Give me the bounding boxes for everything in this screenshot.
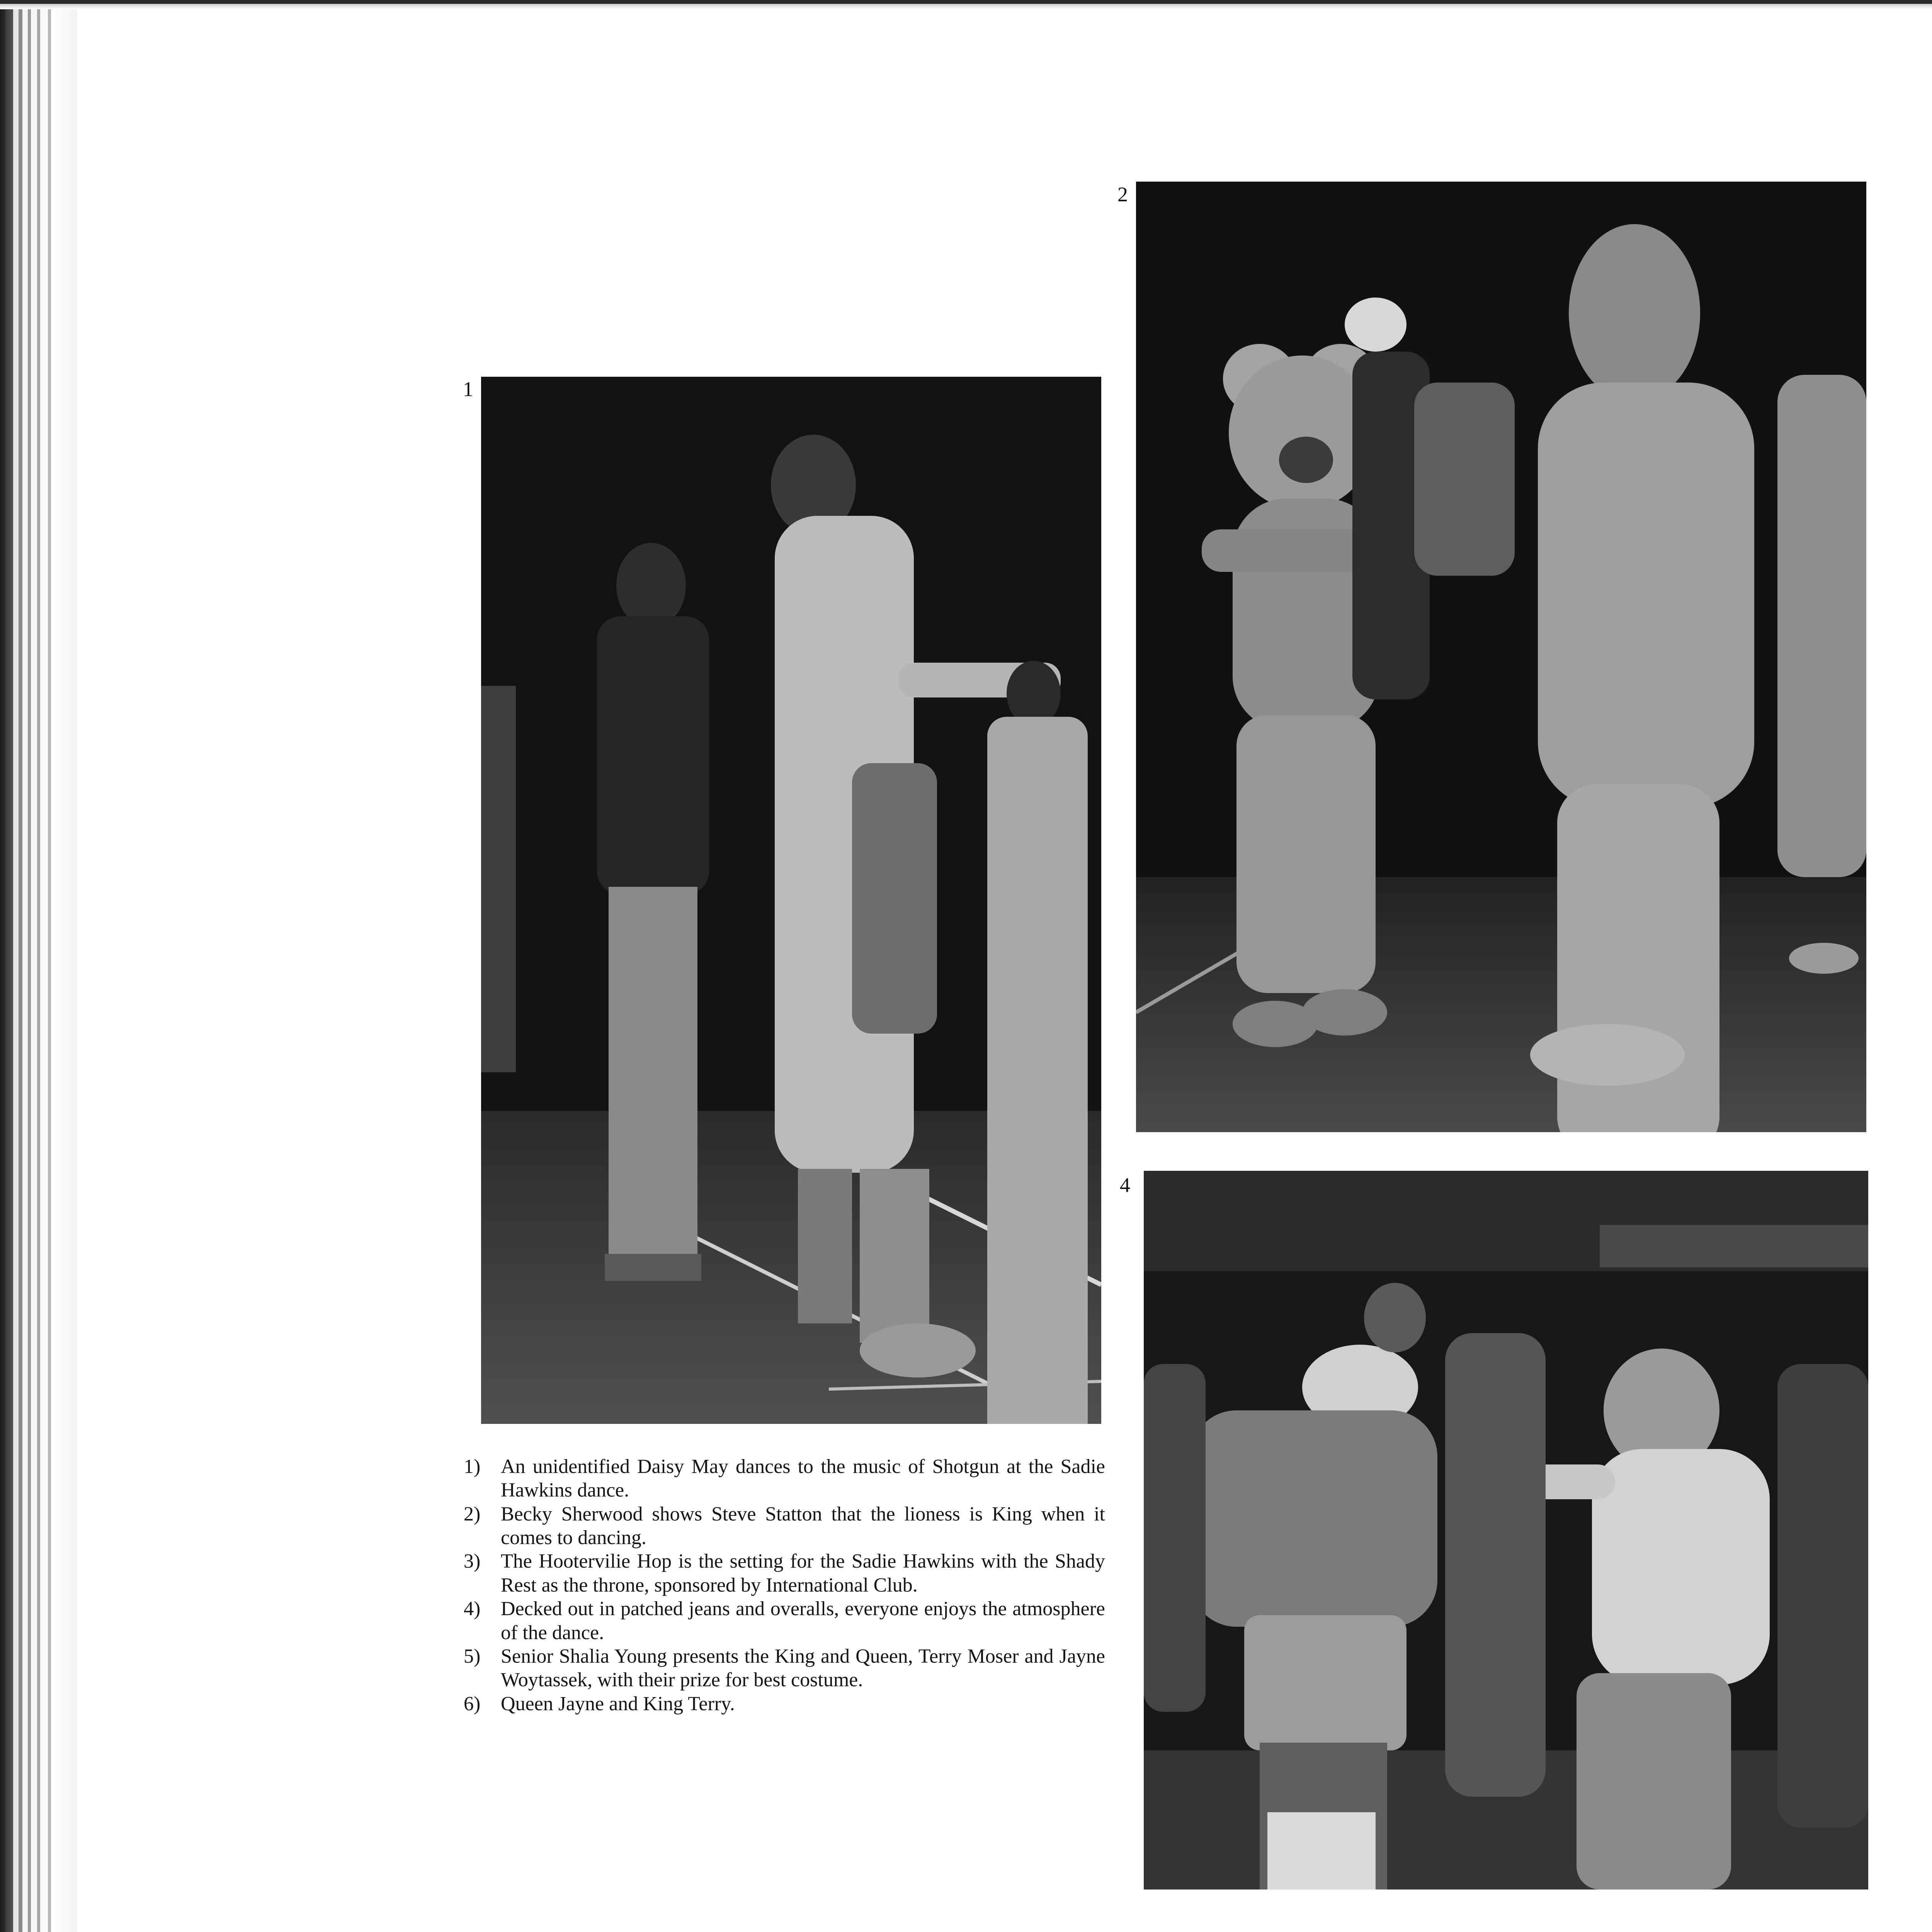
caption-item: [464, 1692, 1105, 1716]
caption-text: Queen Jayne and King Terry.: [501, 1692, 735, 1715]
photo-4: [1144, 1171, 1868, 1889]
photo-4-number: 4: [1120, 1173, 1130, 1197]
caption-item: [464, 1645, 1105, 1692]
caption-text: The Hootervilie Hop is the setting for the Sadie Hawkins with the Shady Rest as the throne, sponsored by International Club.: [501, 1550, 1105, 1596]
page-top-edge: [0, 0, 1932, 9]
photo-4-image: [1144, 1171, 1868, 1889]
caption-number: 3): [464, 1550, 481, 1573]
book-binding-edge: [0, 0, 77, 1932]
caption-number: 2): [464, 1503, 481, 1525]
caption-item: [464, 1455, 1105, 1502]
caption-text: An unidentified Daisy May dances to the music of Shotgun at the Sadie Hawkins dance.: [501, 1456, 1105, 1502]
caption-number: 5): [464, 1645, 481, 1667]
photo-captions: [464, 1455, 1105, 1716]
caption-item: [464, 1549, 1105, 1597]
caption-number: 4): [464, 1598, 481, 1620]
photo-1: [481, 377, 1101, 1424]
caption-number: 6): [464, 1692, 481, 1715]
caption-item: [464, 1502, 1105, 1550]
photo-2-number: 2: [1117, 183, 1128, 206]
caption-text: Becky Sherwood shows Steve Statton that the lioness is King when it comes to dancing.: [501, 1503, 1105, 1549]
photo-1-image: [481, 377, 1101, 1424]
caption-text: Decked out in patched jeans and overalls, everyone enjoys the atmosphere of the dance.: [501, 1598, 1105, 1644]
photo-2-image: [1136, 182, 1866, 1132]
caption-number: 1): [464, 1456, 481, 1478]
caption-item: [464, 1597, 1105, 1645]
photo-2: [1136, 182, 1866, 1132]
photo-1-number: 1: [463, 378, 473, 401]
caption-text: Senior Shalia Young presents the King and Queen, Terry Moser and Jayne Woytassek, with their prize for best costume.: [501, 1645, 1105, 1691]
